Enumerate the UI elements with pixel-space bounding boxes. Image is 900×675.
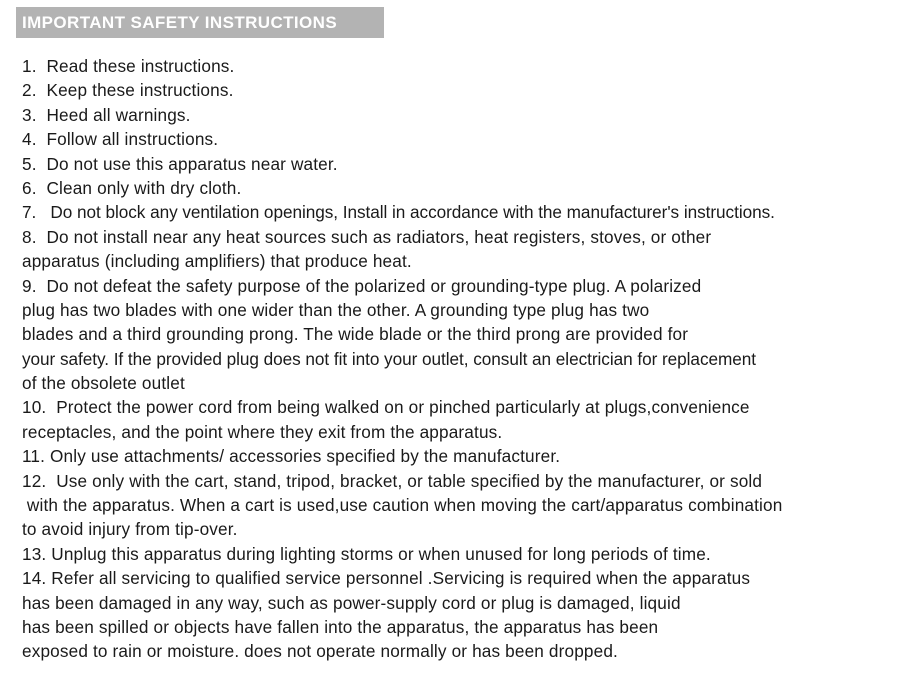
instruction-line: has been damaged in any way, such as power-supply cord or plug is damaged, liquid [22,592,681,613]
instruction-line: of the obsolete outlet [22,373,185,394]
instruction-line: 5. Do not use this apparatus near water. [22,153,338,174]
section-title: IMPORTANT SAFETY INSTRUCTIONS [22,13,338,32]
instruction-line: 10. Protect the power cord from being walked on or pinched particularly at plugs,convenience [22,397,750,418]
instruction-line: 12. Use only with the cart, stand, tripod, bracket, or table specified by the manufacturer, or sold [22,470,763,491]
instruction-line: exposed to rain or moisture. does not operate normally or has been dropped. [22,641,618,662]
instruction-line: 4. Follow all instructions. [22,129,219,150]
instruction-line: to avoid injury from tip-over. [22,519,238,540]
instruction-line: 6. Clean only with dry cloth. [22,177,242,198]
instruction-line: with the apparatus. When a cart is used,use caution when moving the cart/apparatus combination [22,495,783,516]
instruction-line: 7. Do not block any ventilation openings, Install in accordance with the manufacturer's instructions. [22,202,775,223]
instruction-line: 13. Unplug this apparatus during lighting storms or when unused for long periods of time. [22,543,711,564]
instruction-line: blades and a third grounding prong. The wide blade or the third prong are provided for [22,324,689,345]
instruction-line: receptacles, and the point where they exit from the apparatus. [22,421,503,442]
instruction-line: 11. Only use attachments/ accessories specified by the manufacturer. [22,446,561,467]
instruction-line: 1. Read these instructions. [22,56,235,76]
instruction-line: 14. Refer all servicing to qualified service personnel .Servicing is required when the apparatus [22,568,751,589]
instruction-line: 3. Heed all warnings. [22,104,191,125]
section-header-bar [16,7,384,38]
instruction-line: apparatus (including amplifiers) that produce heat. [22,251,412,272]
instruction-line: 9. Do not defeat the safety purpose of the polarized or grounding-type plug. A polarized [22,275,702,296]
instruction-list [22,54,900,664]
instruction-line: your safety. If the provided plug does not fit into your outlet, consult an electrician for replacement [22,348,757,369]
instruction-line: has been spilled or objects have fallen into the apparatus, the apparatus has been [22,616,659,637]
instruction-line: plug has two blades with one wider than the other. A grounding type plug has two [22,299,650,320]
instruction-line: 8. Do not install near any heat sources such as radiators, heat registers, stoves, or other [22,226,712,247]
instruction-line: 2. Keep these instructions. [22,80,234,101]
